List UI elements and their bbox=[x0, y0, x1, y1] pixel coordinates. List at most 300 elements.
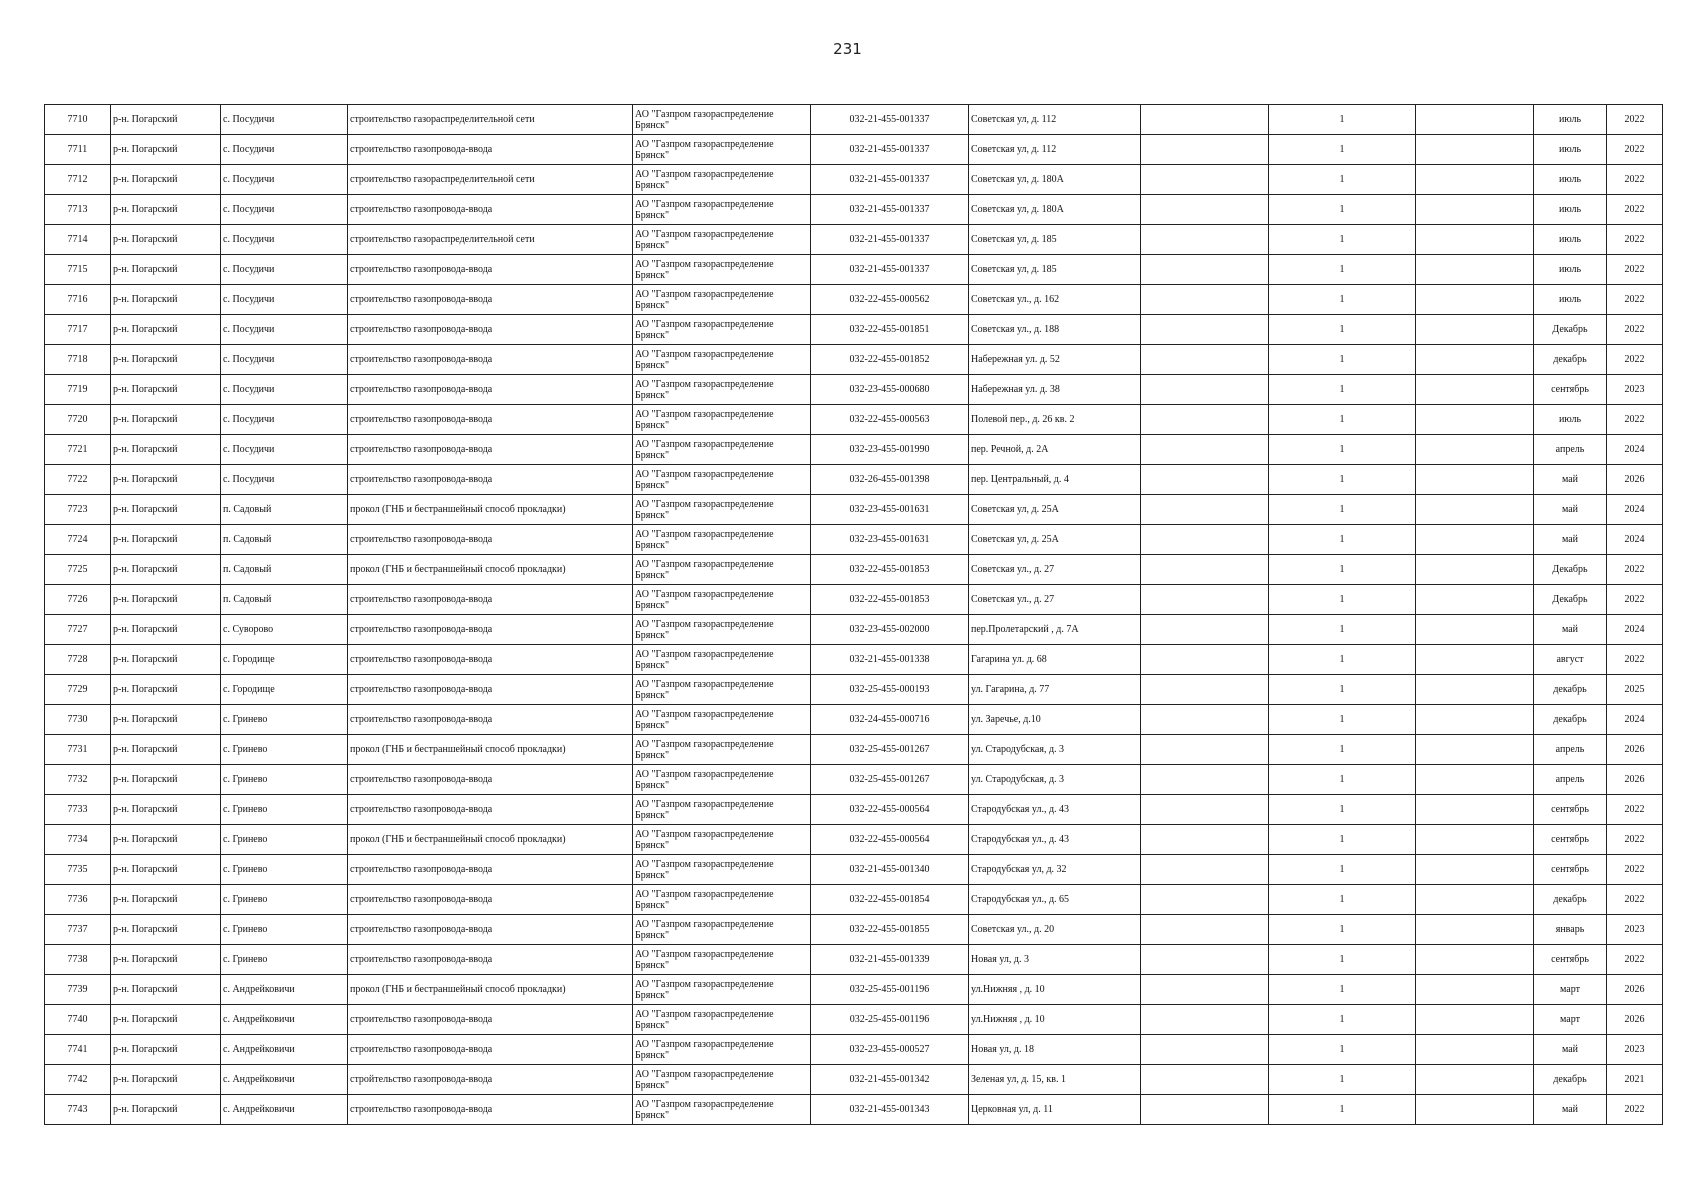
blank-cell bbox=[1416, 255, 1534, 285]
year-cell: 2022 bbox=[1607, 585, 1663, 615]
organization-cell bbox=[633, 105, 811, 135]
month-cell: май bbox=[1534, 525, 1607, 555]
table-row bbox=[45, 345, 1663, 375]
district-cell: р-н. Погарский bbox=[111, 165, 221, 195]
table-row bbox=[45, 1065, 1663, 1095]
settlement-cell: с. Посудичи bbox=[221, 345, 348, 375]
organization-line-2: Брянск" bbox=[635, 989, 670, 1001]
blank-cell bbox=[1416, 765, 1534, 795]
year-cell: 2022 bbox=[1607, 195, 1663, 225]
blank-cell bbox=[1416, 735, 1534, 765]
blank-cell bbox=[1141, 225, 1269, 255]
quantity-cell: 1 bbox=[1269, 405, 1416, 435]
blank-cell bbox=[1141, 375, 1269, 405]
work-type-cell: прокол (ГНБ и бестраншейный способ прокладки) bbox=[348, 735, 633, 765]
year-cell: 2022 bbox=[1607, 255, 1663, 285]
year-cell: 2024 bbox=[1607, 495, 1663, 525]
organization-line-1: АО "Газпром газораспределение bbox=[635, 438, 774, 450]
organization-cell bbox=[633, 225, 811, 255]
month-cell: май bbox=[1534, 495, 1607, 525]
organization-line-1: АО "Газпром газораспределение bbox=[635, 378, 774, 390]
organization-line-2: Брянск" bbox=[635, 539, 670, 551]
blank-cell bbox=[1416, 465, 1534, 495]
organization-cell bbox=[633, 285, 811, 315]
object-code-cell: 032-23-455-001990 bbox=[811, 435, 969, 465]
blank-cell bbox=[1141, 675, 1269, 705]
organization-line-2: Брянск" bbox=[635, 899, 670, 911]
table-row bbox=[45, 255, 1663, 285]
organization-cell bbox=[633, 705, 811, 735]
district-cell: р-н. Погарский bbox=[111, 825, 221, 855]
organization-line-1: АО "Газпром газораспределение bbox=[635, 498, 774, 510]
work-type-cell: строительство газораспределительной сети bbox=[348, 165, 633, 195]
blank-cell bbox=[1416, 915, 1534, 945]
address-cell: Советская ул, д. 185 bbox=[969, 255, 1141, 285]
year-cell: 2022 bbox=[1607, 405, 1663, 435]
year-cell: 2022 bbox=[1607, 645, 1663, 675]
blank-cell bbox=[1416, 705, 1534, 735]
object-code-cell: 032-23-455-002000 bbox=[811, 615, 969, 645]
address-cell: Церковная ул, д. 11 bbox=[969, 1095, 1141, 1125]
blank-cell bbox=[1141, 285, 1269, 315]
row-number: 7727 bbox=[45, 615, 111, 645]
district-cell: р-н. Погарский bbox=[111, 705, 221, 735]
address-cell: ул. Стародубская, д. 3 bbox=[969, 765, 1141, 795]
row-number: 7734 bbox=[45, 825, 111, 855]
table-row bbox=[45, 945, 1663, 975]
work-type-cell: строительство газопровода-ввода bbox=[348, 285, 633, 315]
work-type-cell: строительство газопровода-ввода bbox=[348, 135, 633, 165]
settlement-cell: с. Посудичи bbox=[221, 285, 348, 315]
work-type-cell: строительство газопровода-ввода bbox=[348, 435, 633, 465]
organization-line-1: АО "Газпром газораспределение bbox=[635, 588, 774, 600]
address-cell: ул. Стародубская, д. 3 bbox=[969, 735, 1141, 765]
table-row bbox=[45, 315, 1663, 345]
address-cell: Набережная ул. д. 52 bbox=[969, 345, 1141, 375]
blank-cell bbox=[1416, 945, 1534, 975]
work-type-cell: строительство газопровода-ввода bbox=[348, 855, 633, 885]
quantity-cell: 1 bbox=[1269, 765, 1416, 795]
object-code-cell: 032-25-455-001196 bbox=[811, 1005, 969, 1035]
organization-line-1: АО "Газпром газораспределение bbox=[635, 738, 774, 750]
blank-cell bbox=[1141, 915, 1269, 945]
object-code-cell: 032-22-455-000564 bbox=[811, 795, 969, 825]
settlement-cell: с. Гринево bbox=[221, 945, 348, 975]
address-cell: Советская ул, д. 112 bbox=[969, 105, 1141, 135]
address-cell: Полевой пер., д. 26 кв. 2 bbox=[969, 405, 1141, 435]
district-cell: р-н. Погарский bbox=[111, 315, 221, 345]
row-number: 7737 bbox=[45, 915, 111, 945]
quantity-cell: 1 bbox=[1269, 825, 1416, 855]
settlement-cell: с. Андрейковичи bbox=[221, 1035, 348, 1065]
district-cell: р-н. Погарский bbox=[111, 1005, 221, 1035]
blank-cell bbox=[1141, 105, 1269, 135]
blank-cell bbox=[1141, 1065, 1269, 1095]
work-type-cell: строительство газопровода-ввода bbox=[348, 195, 633, 225]
organization-line-1: АО "Газпром газораспределение bbox=[635, 948, 774, 960]
page-number: 231 bbox=[833, 40, 862, 58]
quantity-cell: 1 bbox=[1269, 675, 1416, 705]
settlement-cell: с. Гринево bbox=[221, 735, 348, 765]
month-cell: Декабрь bbox=[1534, 585, 1607, 615]
row-number: 7719 bbox=[45, 375, 111, 405]
organization-line-1: АО "Газпром газораспределение bbox=[635, 1008, 774, 1020]
blank-cell bbox=[1416, 345, 1534, 375]
row-number: 7723 bbox=[45, 495, 111, 525]
object-code-cell: 032-21-455-001337 bbox=[811, 135, 969, 165]
organization-line-2: Брянск" bbox=[635, 389, 670, 401]
object-code-cell: 032-21-455-001337 bbox=[811, 195, 969, 225]
table-row bbox=[45, 1005, 1663, 1035]
table-row bbox=[45, 675, 1663, 705]
district-cell: р-н. Погарский bbox=[111, 735, 221, 765]
quantity-cell: 1 bbox=[1269, 285, 1416, 315]
organization-line-1: АО "Газпром газораспределение bbox=[635, 468, 774, 480]
organization-line-2: Брянск" bbox=[635, 779, 670, 791]
object-code-cell: 032-25-455-001267 bbox=[811, 735, 969, 765]
organization-cell bbox=[633, 375, 811, 405]
district-cell: р-н. Погарский bbox=[111, 435, 221, 465]
work-type-cell: прокол (ГНБ и бестраншейный способ прокладки) bbox=[348, 555, 633, 585]
settlement-cell: с. Гринево bbox=[221, 915, 348, 945]
organization-line-1: АО "Газпром газораспределение bbox=[635, 1068, 774, 1080]
object-code-cell: 032-21-455-001339 bbox=[811, 945, 969, 975]
year-cell: 2022 bbox=[1607, 225, 1663, 255]
address-cell: Новая ул, д. 3 bbox=[969, 945, 1141, 975]
object-code-cell: 032-26-455-001398 bbox=[811, 465, 969, 495]
organization-line-2: Брянск" bbox=[635, 1049, 670, 1061]
month-cell: сентябрь bbox=[1534, 375, 1607, 405]
row-number: 7738 bbox=[45, 945, 111, 975]
organization-line-1: АО "Газпром газораспределение bbox=[635, 648, 774, 660]
district-cell: р-н. Погарский bbox=[111, 795, 221, 825]
quantity-cell: 1 bbox=[1269, 885, 1416, 915]
settlement-cell: с. Посудичи bbox=[221, 465, 348, 495]
blank-cell bbox=[1416, 585, 1534, 615]
year-cell: 2022 bbox=[1607, 885, 1663, 915]
year-cell: 2026 bbox=[1607, 1005, 1663, 1035]
month-cell: декабрь bbox=[1534, 1065, 1607, 1095]
year-cell: 2026 bbox=[1607, 975, 1663, 1005]
district-cell: р-н. Погарский bbox=[111, 135, 221, 165]
district-cell: р-н. Погарский bbox=[111, 405, 221, 435]
quantity-cell: 1 bbox=[1269, 105, 1416, 135]
object-code-cell: 032-23-455-001631 bbox=[811, 525, 969, 555]
object-code-cell: 032-21-455-001343 bbox=[811, 1095, 969, 1125]
table-row bbox=[45, 435, 1663, 465]
blank-cell bbox=[1416, 195, 1534, 225]
district-cell: р-н. Погарский bbox=[111, 975, 221, 1005]
organization-cell bbox=[633, 255, 811, 285]
organization-cell bbox=[633, 1065, 811, 1095]
organization-line-1: АО "Газпром газораспределение bbox=[635, 348, 774, 360]
blank-cell bbox=[1416, 105, 1534, 135]
month-cell: май bbox=[1534, 1095, 1607, 1125]
blank-cell bbox=[1416, 525, 1534, 555]
table-row bbox=[45, 825, 1663, 855]
row-number: 7718 bbox=[45, 345, 111, 375]
year-cell: 2022 bbox=[1607, 795, 1663, 825]
organization-line-2: Брянск" bbox=[635, 299, 670, 311]
table-row bbox=[45, 165, 1663, 195]
row-number: 7731 bbox=[45, 735, 111, 765]
address-cell: ул.Нижняя , д. 10 bbox=[969, 975, 1141, 1005]
settlement-cell: п. Садовый bbox=[221, 585, 348, 615]
organization-cell bbox=[633, 675, 811, 705]
address-cell: Стародубская ул., д. 43 bbox=[969, 795, 1141, 825]
organization-line-2: Брянск" bbox=[635, 629, 670, 641]
month-cell: июль bbox=[1534, 285, 1607, 315]
settlement-cell: с. Гринево bbox=[221, 765, 348, 795]
gasification-registry-table bbox=[44, 104, 1663, 1125]
quantity-cell: 1 bbox=[1269, 615, 1416, 645]
quantity-cell: 1 bbox=[1269, 645, 1416, 675]
organization-line-2: Брянск" bbox=[635, 209, 670, 221]
address-cell: Советская ул., д. 188 bbox=[969, 315, 1141, 345]
address-cell: ул. Заречье, д.10 bbox=[969, 705, 1141, 735]
organization-cell bbox=[633, 975, 811, 1005]
organization-line-2: Брянск" bbox=[635, 719, 670, 731]
blank-cell bbox=[1416, 135, 1534, 165]
blank-cell bbox=[1141, 705, 1269, 735]
settlement-cell: п. Садовый bbox=[221, 495, 348, 525]
quantity-cell: 1 bbox=[1269, 435, 1416, 465]
quantity-cell: 1 bbox=[1269, 345, 1416, 375]
organization-cell bbox=[633, 135, 811, 165]
row-number: 7722 bbox=[45, 465, 111, 495]
quantity-cell: 1 bbox=[1269, 495, 1416, 525]
quantity-cell: 1 bbox=[1269, 1035, 1416, 1065]
row-number: 7742 bbox=[45, 1065, 111, 1095]
organization-line-1: АО "Газпром газораспределение bbox=[635, 318, 774, 330]
address-cell: Советская ул, д. 112 bbox=[969, 135, 1141, 165]
work-type-cell: прокол (ГНБ и бестраншейный способ прокладки) bbox=[348, 825, 633, 855]
district-cell: р-н. Погарский bbox=[111, 195, 221, 225]
row-number: 7711 bbox=[45, 135, 111, 165]
month-cell: сентябрь bbox=[1534, 825, 1607, 855]
month-cell: июль bbox=[1534, 405, 1607, 435]
address-cell: пер. Речной, д. 2А bbox=[969, 435, 1141, 465]
table-row bbox=[45, 735, 1663, 765]
organization-line-1: АО "Газпром газораспределение bbox=[635, 198, 774, 210]
work-type-cell: строительство газопровода-ввода bbox=[348, 345, 633, 375]
row-number: 7725 bbox=[45, 555, 111, 585]
work-type-cell: строительство газопровода-ввода bbox=[348, 1035, 633, 1065]
month-cell: апрель bbox=[1534, 435, 1607, 465]
table-row bbox=[45, 105, 1663, 135]
settlement-cell: п. Садовый bbox=[221, 555, 348, 585]
blank-cell bbox=[1141, 165, 1269, 195]
object-code-cell: 032-22-455-001852 bbox=[811, 345, 969, 375]
row-number: 7739 bbox=[45, 975, 111, 1005]
work-type-cell: строительство газопровода-ввода bbox=[348, 585, 633, 615]
settlement-cell: с. Посудичи bbox=[221, 105, 348, 135]
quantity-cell: 1 bbox=[1269, 1065, 1416, 1095]
year-cell: 2021 bbox=[1607, 1065, 1663, 1095]
object-code-cell: 032-23-455-001631 bbox=[811, 495, 969, 525]
year-cell: 2026 bbox=[1607, 465, 1663, 495]
work-type-cell: строительство газопровода-ввода bbox=[348, 615, 633, 645]
organization-cell bbox=[633, 735, 811, 765]
quantity-cell: 1 bbox=[1269, 735, 1416, 765]
address-cell: Гагарина ул. д. 68 bbox=[969, 645, 1141, 675]
row-number: 7712 bbox=[45, 165, 111, 195]
address-cell: ул. Гагарина, д. 77 bbox=[969, 675, 1141, 705]
address-cell: Советская ул., д. 162 bbox=[969, 285, 1141, 315]
organization-cell bbox=[633, 885, 811, 915]
organization-line-2: Брянск" bbox=[635, 569, 670, 581]
object-code-cell: 032-24-455-000716 bbox=[811, 705, 969, 735]
address-cell: Советская ул, д. 180А bbox=[969, 195, 1141, 225]
month-cell: август bbox=[1534, 645, 1607, 675]
organization-cell bbox=[633, 555, 811, 585]
row-number: 7720 bbox=[45, 405, 111, 435]
object-code-cell: 032-22-455-001854 bbox=[811, 885, 969, 915]
row-number: 7717 bbox=[45, 315, 111, 345]
quantity-cell: 1 bbox=[1269, 945, 1416, 975]
quantity-cell: 1 bbox=[1269, 225, 1416, 255]
object-code-cell: 032-23-455-000527 bbox=[811, 1035, 969, 1065]
organization-cell bbox=[633, 1005, 811, 1035]
month-cell: май bbox=[1534, 465, 1607, 495]
table-row bbox=[45, 405, 1663, 435]
month-cell: май bbox=[1534, 615, 1607, 645]
quantity-cell: 1 bbox=[1269, 915, 1416, 945]
blank-cell bbox=[1141, 885, 1269, 915]
quantity-cell: 1 bbox=[1269, 525, 1416, 555]
district-cell: р-н. Погарский bbox=[111, 675, 221, 705]
table-row bbox=[45, 135, 1663, 165]
year-cell: 2022 bbox=[1607, 285, 1663, 315]
organization-cell bbox=[633, 825, 811, 855]
organization-line-1: АО "Газпром газораспределение bbox=[635, 108, 774, 120]
table-row bbox=[45, 645, 1663, 675]
district-cell: р-н. Погарский bbox=[111, 105, 221, 135]
organization-line-1: АО "Газпром газораспределение bbox=[635, 858, 774, 870]
organization-cell bbox=[633, 525, 811, 555]
table-row bbox=[45, 855, 1663, 885]
object-code-cell: 032-25-455-000193 bbox=[811, 675, 969, 705]
blank-cell bbox=[1416, 645, 1534, 675]
settlement-cell: с. Посудичи bbox=[221, 315, 348, 345]
address-cell: Советская ул., д. 20 bbox=[969, 915, 1141, 945]
settlement-cell: с. Гринево bbox=[221, 705, 348, 735]
object-code-cell: 032-21-455-001337 bbox=[811, 105, 969, 135]
quantity-cell: 1 bbox=[1269, 195, 1416, 225]
year-cell: 2024 bbox=[1607, 435, 1663, 465]
organization-line-2: Брянск" bbox=[635, 839, 670, 851]
quantity-cell: 1 bbox=[1269, 315, 1416, 345]
address-cell: Советская ул, д. 25А bbox=[969, 525, 1141, 555]
blank-cell bbox=[1141, 495, 1269, 525]
settlement-cell: с. Посудичи bbox=[221, 195, 348, 225]
blank-cell bbox=[1416, 855, 1534, 885]
organization-line-1: АО "Газпром газораспределение bbox=[635, 1098, 774, 1110]
organization-cell bbox=[633, 165, 811, 195]
table-row bbox=[45, 195, 1663, 225]
year-cell: 2022 bbox=[1607, 135, 1663, 165]
year-cell: 2022 bbox=[1607, 945, 1663, 975]
table-row bbox=[45, 225, 1663, 255]
organization-cell bbox=[633, 795, 811, 825]
organization-line-1: АО "Газпром газораспределение bbox=[635, 228, 774, 240]
organization-line-2: Брянск" bbox=[635, 359, 670, 371]
object-code-cell: 032-23-455-000680 bbox=[811, 375, 969, 405]
address-cell: Советская ул., д. 27 bbox=[969, 555, 1141, 585]
blank-cell bbox=[1141, 945, 1269, 975]
address-cell: Стародубская ул, д. 32 bbox=[969, 855, 1141, 885]
month-cell: апрель bbox=[1534, 765, 1607, 795]
address-cell: Советская ул, д. 180А bbox=[969, 165, 1141, 195]
object-code-cell: 032-22-455-000563 bbox=[811, 405, 969, 435]
year-cell: 2022 bbox=[1607, 165, 1663, 195]
district-cell: р-н. Погарский bbox=[111, 1095, 221, 1125]
blank-cell bbox=[1416, 315, 1534, 345]
object-code-cell: 032-22-455-001853 bbox=[811, 555, 969, 585]
quantity-cell: 1 bbox=[1269, 585, 1416, 615]
work-type-cell: строительство газопровода-ввода bbox=[348, 405, 633, 435]
organization-line-2: Брянск" bbox=[635, 479, 670, 491]
work-type-cell: строительство газопровода-ввода bbox=[348, 525, 633, 555]
organization-line-2: Брянск" bbox=[635, 179, 670, 191]
blank-cell bbox=[1141, 1005, 1269, 1035]
work-type-cell: строительство газопровода-ввода bbox=[348, 705, 633, 735]
settlement-cell: с. Андрейковичи bbox=[221, 1095, 348, 1125]
row-number: 7728 bbox=[45, 645, 111, 675]
organization-line-1: АО "Газпром газораспределение bbox=[635, 408, 774, 420]
blank-cell bbox=[1141, 825, 1269, 855]
table-row bbox=[45, 705, 1663, 735]
work-type-cell: стройтельство газопровода-ввода bbox=[348, 1065, 633, 1095]
year-cell: 2025 bbox=[1607, 675, 1663, 705]
district-cell: р-н. Погарский bbox=[111, 285, 221, 315]
address-cell: Советская ул., д. 27 bbox=[969, 585, 1141, 615]
table-row bbox=[45, 915, 1663, 945]
organization-line-2: Брянск" bbox=[635, 599, 670, 611]
district-cell: р-н. Погарский bbox=[111, 465, 221, 495]
district-cell: р-н. Погарский bbox=[111, 345, 221, 375]
object-code-cell: 032-25-455-001267 bbox=[811, 765, 969, 795]
organization-line-2: Брянск" bbox=[635, 509, 670, 521]
blank-cell bbox=[1416, 795, 1534, 825]
organization-line-1: АО "Газпром газораспределение bbox=[635, 528, 774, 540]
year-cell: 2024 bbox=[1607, 705, 1663, 735]
quantity-cell: 1 bbox=[1269, 135, 1416, 165]
address-cell: Стародубская ул., д. 43 bbox=[969, 825, 1141, 855]
organization-cell bbox=[633, 1095, 811, 1125]
month-cell: май bbox=[1534, 1035, 1607, 1065]
work-type-cell: прокол (ГНБ и бестраншейный способ прокладки) bbox=[348, 975, 633, 1005]
table-row bbox=[45, 285, 1663, 315]
month-cell: Декабрь bbox=[1534, 315, 1607, 345]
organization-cell bbox=[633, 405, 811, 435]
object-code-cell: 032-21-455-001337 bbox=[811, 225, 969, 255]
organization-line-1: АО "Газпром газораспределение bbox=[635, 138, 774, 150]
object-code-cell: 032-21-455-001337 bbox=[811, 165, 969, 195]
year-cell: 2022 bbox=[1607, 105, 1663, 135]
row-number: 7721 bbox=[45, 435, 111, 465]
object-code-cell: 032-22-455-001851 bbox=[811, 315, 969, 345]
address-cell: ул.Нижняя , д. 10 bbox=[969, 1005, 1141, 1035]
work-type-cell: прокол (ГНБ и бестраншейный способ прокладки) bbox=[348, 495, 633, 525]
row-number: 7724 bbox=[45, 525, 111, 555]
blank-cell bbox=[1141, 525, 1269, 555]
blank-cell bbox=[1416, 675, 1534, 705]
organization-cell bbox=[633, 465, 811, 495]
blank-cell bbox=[1416, 165, 1534, 195]
organization-line-2: Брянск" bbox=[635, 659, 670, 671]
quantity-cell: 1 bbox=[1269, 855, 1416, 885]
